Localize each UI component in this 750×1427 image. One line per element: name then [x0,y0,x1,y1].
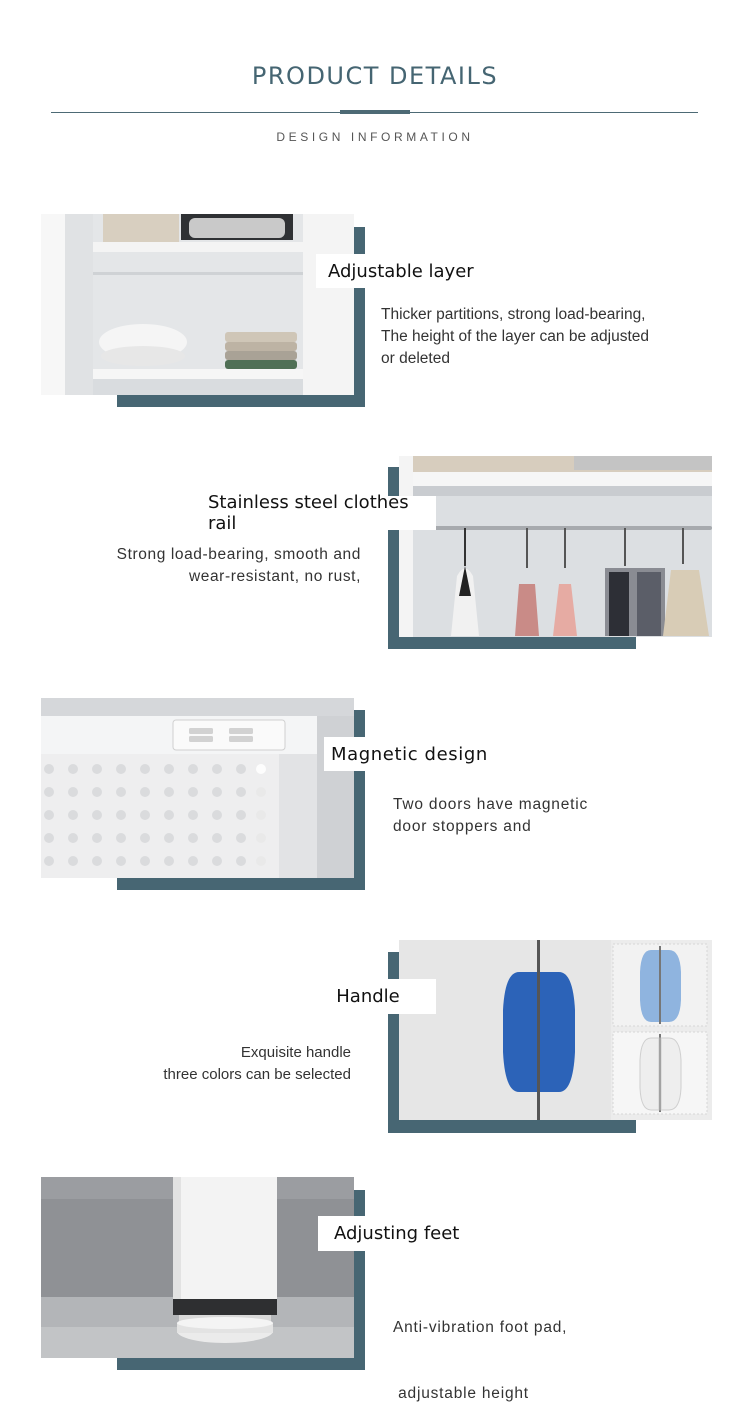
description-line: three colors can be selected [163,1066,351,1083]
title-divider-accent [340,110,410,114]
feature-5-image [41,1177,354,1358]
feature-4-description [40,1042,351,1086]
feature-2-label: Stainless steel clothes rail [208,496,436,530]
magnetic-door-illustration [41,698,354,878]
description-line: Strong load-bearing, smooth and [116,546,361,563]
description-line: Two doors have magnetic [393,796,589,813]
adjusting-foot-illustration [41,1177,354,1358]
feature-2-image [399,456,712,637]
description-line: or deleted [381,350,450,367]
feature-3-description [393,794,588,838]
feature-5-label: Adjusting feet [318,1216,494,1251]
handle-illustration [399,940,712,1120]
feature-2-description [40,544,361,588]
clothes-rail-illustration [399,456,712,637]
description-line: adjustable height [393,1385,529,1402]
shelf-illustration [41,214,354,395]
description-line: door stoppers and [393,818,532,835]
feature-3-image [41,698,354,878]
feature-1-description [381,304,649,370]
description-line: wear-resistant, no rust, [188,568,361,585]
page-subtitle: DESIGN INFORMATION [276,130,474,144]
feature-4-image [399,940,712,1120]
description-line: The height of the layer can be adjusted [381,328,649,345]
page-title: PRODUCT DETAILS [251,62,499,90]
feature-1-image [41,214,354,395]
feature-3-label: Magnetic design [324,737,505,771]
description-line: Exquisite handle [240,1044,351,1061]
feature-5-description [393,1273,567,1427]
description-line: Anti-vibration foot pad, [393,1319,568,1336]
feature-4-label: Handle [300,979,436,1014]
description-line: Thicker partitions, strong load-bearing, [381,306,646,323]
feature-1-label: Adjustable layer [316,254,478,288]
